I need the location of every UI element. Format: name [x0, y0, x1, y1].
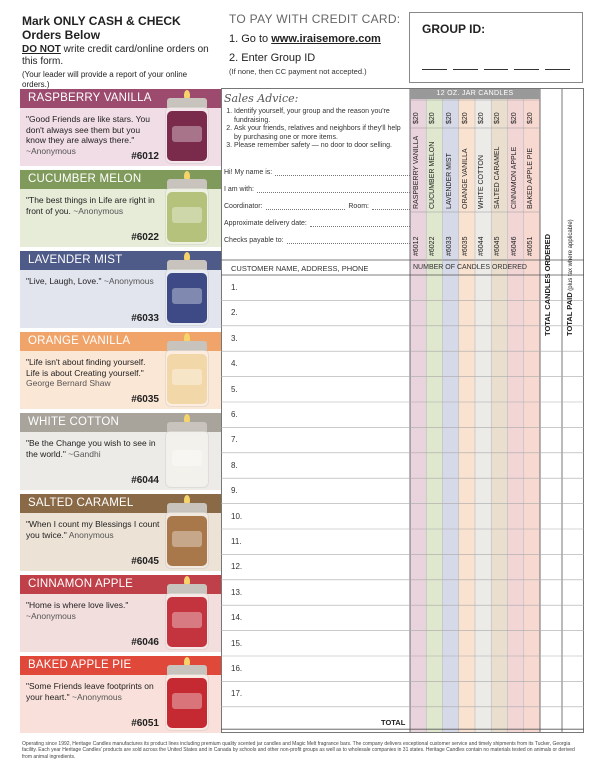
quote-text: "Good Friends are like stars. You don't always see them but you know they are always there." [26, 114, 150, 145]
candle-jar-image [165, 495, 209, 569]
sales-advice-title: Sales Advice: [224, 92, 299, 105]
step-go-to-text: 1. Go to [229, 33, 272, 45]
order-row-number: 11. [231, 537, 242, 546]
quote-author: ~Anonymous [72, 691, 122, 702]
column-sku: #6035 [461, 236, 469, 256]
name-field[interactable]: Hi! My name is: [224, 159, 410, 176]
product-sku: #6033 [131, 313, 159, 324]
order-row-number: 10. [231, 511, 243, 521]
product-body [20, 513, 221, 571]
customer-header: CUSTOMER NAME, ADDRESS, PHONE [231, 264, 369, 273]
quote-text: "Home is where love lives." [26, 600, 129, 610]
column-name: CUCUMBER MELON [429, 141, 437, 209]
product-card [20, 251, 221, 328]
column-sku: #6051 [526, 236, 534, 256]
quote-author: ~Gandhi [68, 448, 101, 459]
order-row-number: 17. [231, 689, 243, 699]
order-row-number: 15. [231, 638, 243, 648]
quote-author: ~Anonymous [103, 276, 154, 286]
order-row-number: 5. [231, 384, 238, 394]
column-name: LAVENDER MIST [445, 153, 453, 209]
product-card [20, 413, 221, 490]
coordinator-field[interactable]: Coordinator: Room: [224, 193, 410, 210]
candle-jar-image [165, 414, 209, 488]
product-sku: #6051 [131, 718, 159, 729]
column-name: SALTED CARAMEL [494, 146, 502, 209]
product-sku: #6046 [131, 637, 159, 648]
product-sku: #6045 [131, 556, 159, 567]
candle-jar-image [165, 252, 209, 326]
step-go-to [229, 33, 404, 45]
column-name: ORANGE VANILLA [461, 148, 469, 209]
column-price: $20 [445, 112, 453, 124]
product-quote [26, 600, 160, 621]
order-row-number: 14. [231, 613, 243, 623]
product-name: LAVENDER MIST [20, 251, 221, 270]
jar-candles-header: 12 OZ. JAR CANDLES [410, 89, 540, 99]
column-sku: #6046 [510, 236, 518, 256]
column-price: $20 [494, 112, 502, 124]
column-price: $20 [510, 112, 518, 124]
candle-jar-image [165, 657, 209, 731]
product-name: WHITE COTTON [20, 413, 221, 432]
order-row-number: 3. [231, 333, 238, 343]
product-body [20, 270, 221, 328]
column-price: $20 [526, 112, 534, 124]
column-sku: #6033 [445, 236, 453, 256]
candle-jar-image [165, 333, 209, 407]
product-quote [26, 114, 160, 156]
column-price: $20 [461, 112, 469, 124]
order-row-number: 9. [231, 486, 238, 496]
column-price: $20 [429, 112, 437, 124]
order-row-number: 7. [231, 435, 238, 445]
order-table [221, 88, 584, 733]
product-quote [26, 357, 160, 389]
total-row-label: TOTAL [381, 718, 406, 727]
product-name: ORANGE VANILLA [20, 332, 221, 351]
quote-text: "Life isn't about finding yourself. Life is about Creating yourself." [26, 357, 146, 378]
company-footer: Operating since 1992, Heritage Candles manufactures its product lines including premium quality scented jar candles and Magic Melt fragrance bars. The company delivers exceptional customer service and timely shipments from its Tucker, Georgia facility. Each year Heritage Candles' products are sold across the United States and in Canada by schools and other non-profit groups as well as to wholesale companies in 31 states. Heritage Candles contain no materials tested on animals or derived from animal ingredients. [22, 741, 575, 760]
product-body [20, 432, 221, 490]
product-sku: #6012 [131, 151, 159, 162]
order-row-number: 8. [231, 460, 238, 470]
candle-jar-image [165, 171, 209, 245]
product-body [20, 189, 221, 247]
order-row-number: 6. [231, 410, 238, 419]
product-card [20, 89, 221, 166]
product-body [20, 108, 221, 166]
order-row-number: 4. [231, 359, 238, 369]
product-card [20, 656, 221, 733]
total-paid-header: TOTAL PAID (plus tax where applicable) [565, 219, 574, 336]
product-card [20, 332, 221, 409]
cash-check-instructions [22, 14, 214, 89]
quote-text: "When I count my Blessings I count you twice." [26, 519, 160, 540]
total-candles-header: TOTAL CANDLES ORDERED [543, 233, 552, 336]
credit-card-title: TO PAY WITH CREDIT CARD: [229, 12, 401, 26]
no-credit-card-text: write credit card/online orders on this form. [22, 44, 209, 67]
order-row-number: 1. [231, 283, 238, 292]
product-name: CINNAMON APPLE [20, 575, 221, 594]
column-price: $20 [413, 112, 420, 124]
column-name: CINNAMON APPLE [510, 146, 518, 209]
product-name: BAKED APPLE PIE [20, 656, 221, 675]
group-id-box[interactable] [409, 12, 583, 83]
product-name: CUCUMBER MELON [20, 170, 221, 189]
order-row-number: 2. [231, 308, 238, 318]
product-quote [26, 195, 160, 216]
iraisemore-link[interactable]: www.iraisemore.com [271, 33, 381, 45]
number-ordered-header: NUMBER OF CANDLES ORDERED [413, 264, 527, 271]
order-row-number: 16. [231, 664, 243, 673]
product-quote [26, 438, 160, 459]
checks-payable-field[interactable]: Checks payable to: [224, 227, 410, 244]
product-body [20, 351, 221, 409]
column-sku: #6012 [413, 236, 420, 256]
no-credit-card-note [22, 44, 214, 68]
column-name: RASPBERRY VANILLA [413, 135, 420, 209]
product-quote [26, 519, 160, 540]
advice-step: 3. Please remember safety — no door to door selling. [234, 142, 410, 151]
quote-author: ~Anonymous [26, 145, 76, 156]
column-price: $20 [478, 112, 485, 124]
cc-not-accepted-note: (If none, then CC payment not accepted.) [229, 67, 367, 76]
product-name: SALTED CARAMEL [20, 494, 221, 513]
do-not-label: DO NOT [22, 44, 61, 55]
online-orders-note: (Your leader will provide a report of your online orders.) [22, 70, 188, 89]
product-card [20, 170, 221, 247]
product-sku: #6022 [131, 232, 159, 243]
quote-author: George Bernard Shaw [26, 378, 111, 388]
quote-author: ~Anonymous [26, 610, 76, 621]
quote-text: "Be the Change you wish to see in the world." [26, 438, 156, 459]
step-enter-group-id: 2. Enter Group ID [229, 52, 316, 64]
group-id-label: GROUP ID: [422, 22, 486, 36]
candle-jar-image [165, 576, 209, 650]
product-quote [26, 276, 160, 287]
advice-step: 1. Identify yourself, your group and the reason you're fundraising. [234, 108, 410, 125]
column-name: BAKED APPLE PIE [526, 147, 534, 209]
group-field[interactable]: I am with: [224, 176, 410, 193]
quote-text: "Live, Laugh, Love." [26, 276, 102, 286]
product-card [20, 575, 221, 652]
quote-text: "Some Friends leave footprints on your heart." [26, 681, 154, 702]
candle-jar-image [165, 90, 209, 164]
product-body [20, 594, 221, 652]
product-name: RASPBERRY VANILLA [20, 89, 221, 108]
column-name: WHITE COTTON [478, 155, 485, 209]
quote-text: "The best things in Life are right in front of you. [26, 195, 155, 216]
column-sku: #6044 [478, 236, 485, 256]
group-id-blank-lines [422, 69, 570, 70]
column-sku: #6045 [494, 236, 502, 256]
product-body [20, 675, 221, 733]
advice-step: 2. Ask your friends, relatives and neighbors if they'll help by purchasing one or more items. [234, 125, 410, 142]
product-sku: #6044 [131, 475, 159, 486]
credit-card-instructions [229, 12, 404, 76]
column-sku: #6022 [429, 236, 437, 256]
product-quote [26, 681, 160, 702]
product-card [20, 494, 221, 571]
cash-check-title: Mark ONLY CASH & CHECK Orders Below [22, 14, 181, 42]
quote-author: ~Anonymous [73, 205, 124, 216]
order-row-number: 13. [231, 587, 243, 597]
quote-author: Anonymous [68, 529, 114, 540]
product-sku: #6035 [131, 394, 159, 405]
delivery-date-field[interactable]: Approximate delivery date: [224, 210, 410, 227]
order-row-number: 12. [231, 562, 243, 572]
